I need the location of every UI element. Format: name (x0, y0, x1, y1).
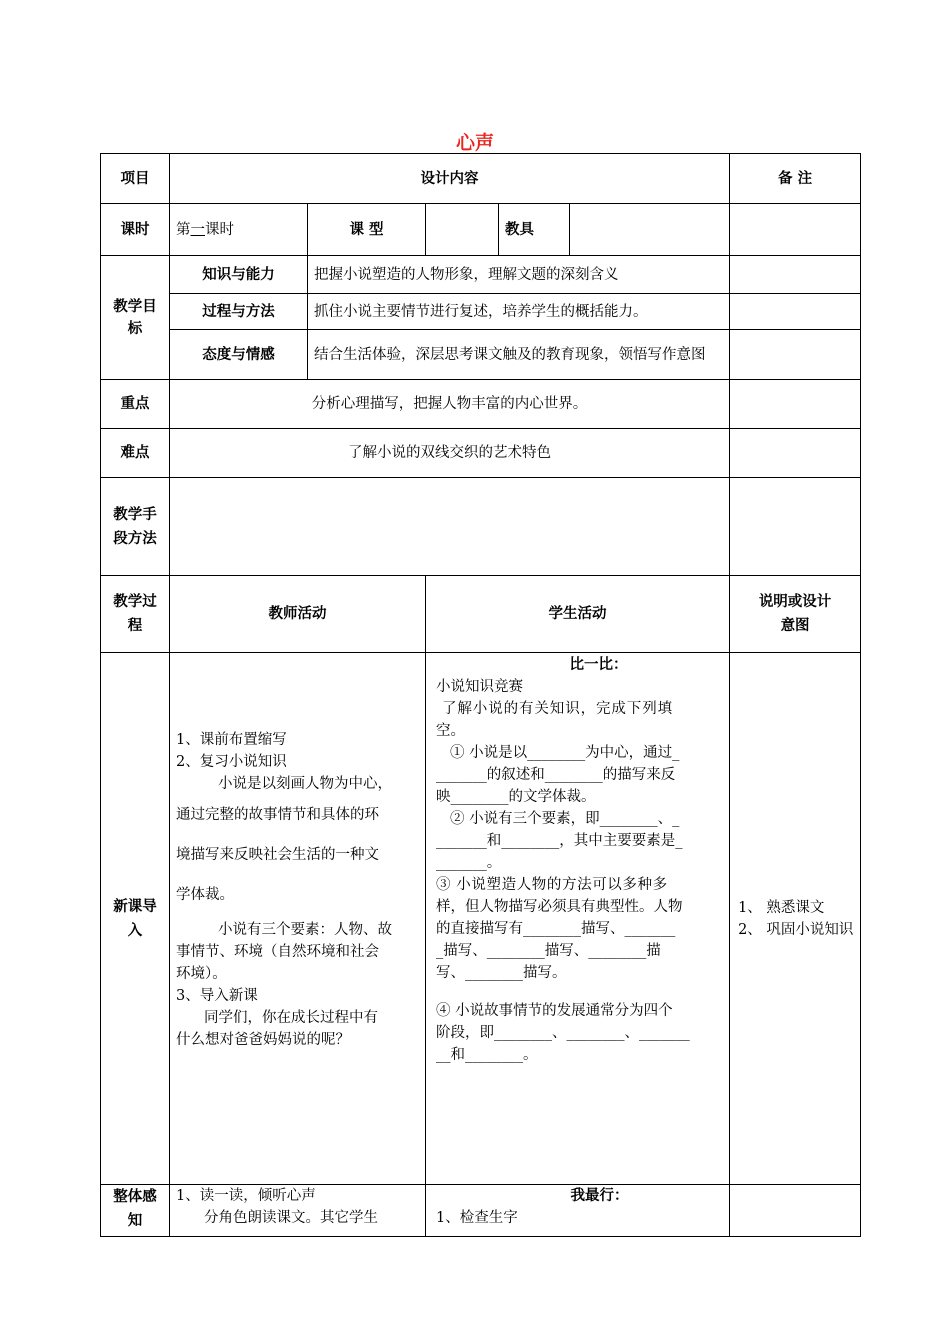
teacher-line: 3、导入新课 (176, 988, 258, 1004)
process-label: 教学过程 (101, 576, 170, 653)
methods-notes (730, 478, 861, 576)
teacher-line: 小说是以刻画人物为中心， (218, 776, 392, 792)
notes-line: 2、 巩固小说知识 (738, 921, 854, 938)
overall-notes-cell (730, 1185, 861, 1237)
teacher-line: 分角色朗读课文。其它学生 (204, 1210, 378, 1226)
overall-row (101, 1185, 861, 1237)
objective-text: 抓住小说主要情节进行复述，培养学生的概括能力。 (308, 294, 730, 330)
student-line: __和________。 (436, 1047, 538, 1063)
student-line: ① 小说是以________为中心，通过_ (450, 745, 680, 761)
student-line: 样，但人物描写必须具有典型性。人物 (436, 899, 683, 915)
key-point-notes (730, 380, 861, 429)
period-row (101, 204, 861, 256)
teacher-activity-header: 教师活动 (170, 576, 426, 653)
difficulty-notes (730, 429, 861, 478)
intro-row (101, 653, 861, 1185)
objective-notes (730, 256, 861, 294)
period-notes (730, 204, 861, 256)
notes-line: 1、 熟悉课文 (738, 899, 825, 916)
header-row (101, 154, 861, 204)
objective-name: 知识与能力 (170, 256, 308, 294)
overall-teacher-cell (170, 1185, 426, 1237)
teacher-line: 小说有三个要素：人物、故 (218, 922, 392, 938)
objective-row (101, 294, 861, 330)
student-line: 小说知识竞赛 (436, 679, 523, 695)
objective-row (101, 256, 861, 294)
student-line: _______和________，其中主要要素是_ (436, 833, 683, 849)
student-line: 了解小说的有关知识，完成下列填 (442, 701, 673, 717)
notes-header: 说明或设计意图 (730, 576, 861, 653)
teacher-line: 通过完整的故事情节和具体的环 (176, 807, 379, 823)
objective-row (101, 330, 861, 380)
teacher-line: 学体裁。 (176, 887, 234, 903)
teacher-line: 什么想对爸爸妈妈说的呢？ (176, 1032, 350, 1048)
lesson-plan-table (100, 153, 861, 1237)
teacher-line: 环境）。 (176, 966, 227, 982)
teacher-line: 2、复习小说知识 (176, 754, 287, 770)
student-line: _______。 (436, 855, 502, 871)
student-line: ④ 小说故事情节的发展通常分为四个 (436, 1003, 673, 1019)
student-line: 阶段，即________、________、_______ (436, 1025, 690, 1041)
student-line: 写、________描写。 (436, 965, 567, 981)
student-activity-header: 学生活动 (426, 576, 730, 653)
key-point-label: 重点 (101, 380, 170, 429)
intro-student-cell (426, 653, 730, 1185)
difficulty-text: 了解小说的双线交织的艺术特色 (170, 429, 730, 478)
methods-label: 教学手段方法 (101, 478, 170, 576)
difficulty-label: 难点 (101, 429, 170, 478)
student-line: ② 小说有三个要素，即________、_ (450, 811, 680, 827)
intro-label: 新课导入 (101, 653, 170, 1185)
teacher-line: 同学们，你在成长过程中有 (204, 1010, 378, 1026)
tools-value (570, 204, 730, 256)
student-line: 1、检查生字 (436, 1210, 518, 1226)
student-heading: 比一比： (569, 657, 628, 673)
key-point-text: 分析心理描写，把握人物丰富的内心世界。 (170, 380, 730, 429)
tools-label: 教具 (499, 204, 570, 256)
student-line: ③ 小说塑造人物的方法可以多种多 (436, 877, 668, 893)
objective-text: 把握小说塑造的人物形象，理解文题的深刻含义 (308, 256, 730, 294)
objectives-label: 教学目标 (101, 256, 170, 380)
student-line: 空。 (436, 723, 465, 739)
teacher-line: 事情节、环境（自然环境和社会 (176, 944, 379, 960)
methods-text (170, 478, 730, 576)
student-line: _______的叙述和________的描写来反 (436, 767, 676, 783)
type-label: 课 型 (308, 204, 426, 256)
period-number: 一 (190, 221, 205, 238)
document-title: 心声 (455, 132, 494, 154)
period-suffix: 课时 (205, 221, 234, 238)
teacher-line: 境描写来反映社会生活的一种文 (176, 847, 379, 863)
period-value (170, 204, 308, 256)
difficulty-row (101, 429, 861, 478)
student-line: 的直接描写有________描写、_______ (436, 921, 676, 937)
objective-notes (730, 330, 861, 380)
period-prefix: 第 (176, 221, 191, 238)
intro-teacher-cell (170, 653, 426, 1185)
student-heading: 我最行： (570, 1188, 629, 1204)
objective-text: 结合生活体验，深层思考课文触及的教育现象，领悟写作意图 (308, 330, 730, 380)
period-label: 课时 (101, 204, 170, 256)
methods-row (101, 478, 861, 576)
process-header-row (101, 576, 861, 653)
teacher-line: 1、课前布置缩写 (176, 732, 287, 748)
header-item: 项目 (101, 154, 170, 204)
header-notes: 备 注 (730, 154, 861, 204)
overall-label: 整体感知 (101, 1185, 170, 1237)
student-line: _描写、________描写、________描 (436, 943, 661, 959)
header-content: 设计内容 (170, 154, 730, 204)
key-point-row (101, 380, 861, 429)
teacher-line: 1、读一读，倾听心声 (176, 1188, 316, 1204)
objective-name: 过程与方法 (170, 294, 308, 330)
objective-name: 态度与情感 (170, 330, 308, 380)
student-line: 映________的文学体裁。 (436, 789, 596, 805)
overall-student-cell (426, 1185, 730, 1237)
objective-notes (730, 294, 861, 330)
type-value (426, 204, 499, 256)
intro-notes-cell (730, 653, 861, 1185)
